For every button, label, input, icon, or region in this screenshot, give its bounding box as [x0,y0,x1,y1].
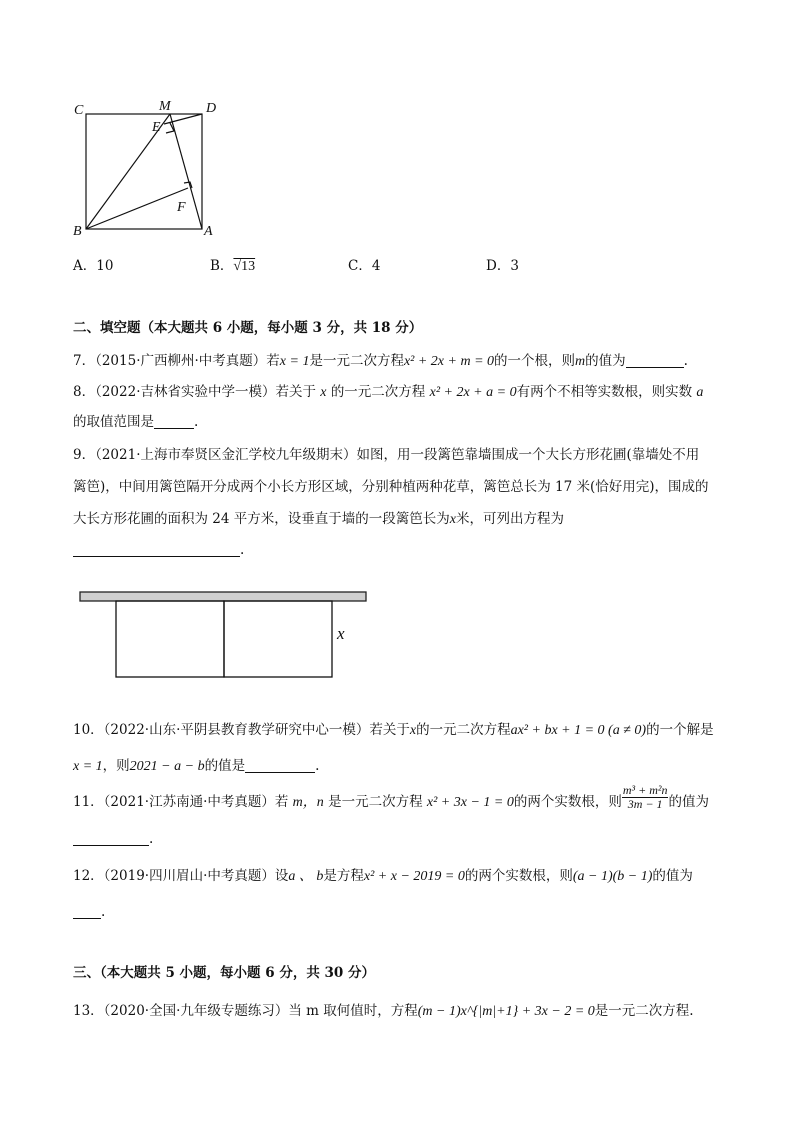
answer-blank-10 [245,758,315,773]
label-A: A [204,224,213,239]
question-10-line2: x = 1，则2021 − a − b的值是 . [73,758,320,774]
question-13: 13．（2020·全国·九年级专题练习）当 m 取何值时，方程(m − 1)x^{|m|+1} + 3x − 2 = 0是一元二次方程. [73,1003,694,1019]
answer-blank-9 [73,542,240,557]
label-D: D [206,101,217,116]
question-12-line2: . [73,902,105,922]
wall [80,592,366,601]
garden-left [116,601,224,677]
section3-title: 三、（本大题共 5 小题，每小题 6 分，共 30 分） [73,965,376,981]
option-d: D．3 [486,258,519,274]
section2-title: 二、填空题（本大题共 6 小题，每小题 3 分，共 18 分） [73,320,423,336]
answer-blank-11 [73,831,149,846]
label-F: F [177,200,186,215]
fence-label-x: x [337,624,345,643]
question-11-line2: . [73,829,153,849]
question-9-line1: 9．（2021·上海市奉贤区金汇学校九年级期末）如图，用一段篱笆靠墙围成一个大长方形花圃(靠墙处不用 [73,447,700,463]
question-10-line1: 10．（2022·山东·平阴县教育教学研究中心一模）若关于x的一元二次方程ax² + bx + 1 = 0 (a ≠ 0)的一个解是 [73,722,714,738]
question-12-line1: 12．（2019·四川眉山·中考真题）设a 、 b是方程x² + x − 2019 = 0的两个实数根，则(a − 1)(b − 1)的值为 [73,868,693,884]
label-M: M [159,99,171,114]
question-9-line3: 大长方形花圃的面积为 24 平方米，设垂直于墙的一段篱笆长为x米，可列出方程为 [73,511,564,527]
answer-blank-12 [73,904,101,919]
label-C: C [74,103,84,118]
question-9-line4: . [73,540,244,560]
question-8-line1: 8．（2022·吉林省实验中学一模）若关于 x 的一元二次方程 x² + 2x + a = 0有两个不相等实数根，则实数 a [73,384,704,400]
option-b: B．√13 [210,258,256,274]
fraction-expression: $\frac{\text{m³ + m²n}}{3m - 1}$ [622,783,668,811]
garden-right [224,601,332,677]
answer-blank-7 [626,353,684,368]
segment-DE [164,114,202,124]
question-7: 7．（2015·广西柳州·中考真题）若x = 1是一元二次方程x² + 2x + m = 0的一个根，则m的值为 . [73,353,688,369]
label-E: E [152,120,161,135]
q13-equation: (m − 1)x^{|m|+1} + 3x − 2 = 0 [417,1004,595,1019]
square-figure [60,92,240,242]
option-a: A．10 [73,258,114,274]
question-8-line2: 的取值范围是 . [73,414,199,430]
answer-blank-8 [154,414,194,429]
question-11-line1: 11．（2021·江苏南通·中考真题）若 m，n 是一元二次方程 x² + 3x − 1 = 0的两个实数根，则 $\frac{\text{m³ + m²n}}{3m - 1}$ 的值为 [73,783,709,811]
option-c: C．4 [348,258,381,274]
label-B: B [73,224,82,239]
sqrt13: √13 [233,259,256,274]
fence-figure [78,588,378,680]
question-9-line2: 篱笆)，中间用篱笆隔开分成两个小长方形区域，分别种植两种花草，篱笆总长为 17 米(恰好用完)，围成的 [73,479,709,495]
segment-MA [170,114,202,229]
